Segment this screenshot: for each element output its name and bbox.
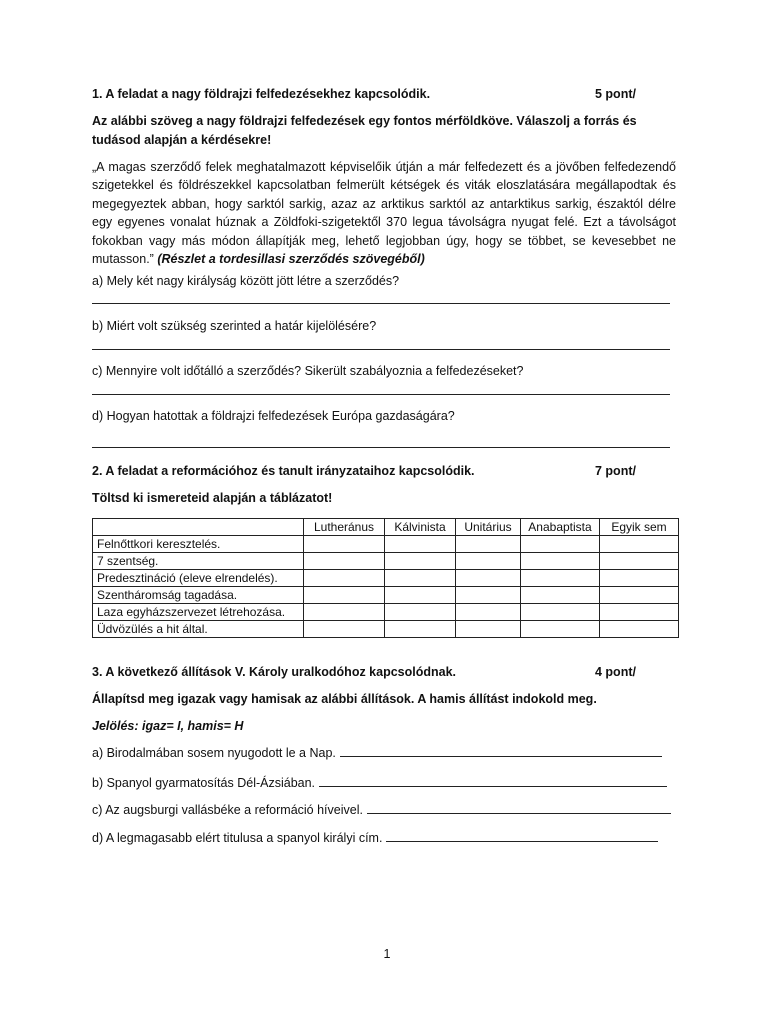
task1-heading [92, 87, 682, 101]
table-col-header: Kálvinista [385, 519, 456, 536]
statement-c [92, 803, 671, 817]
table-answer-cell[interactable] [456, 536, 521, 553]
table-answer-cell[interactable] [385, 553, 456, 570]
table-answer-cell[interactable] [521, 553, 600, 570]
table-answer-cell[interactable] [385, 587, 456, 604]
task1-question-c: c) Mennyire volt időtálló a szerződés? Sikerült szabályoznia a felfedezéseket? [92, 364, 524, 378]
task2-instruction: Töltsd ki ismereteid alapján a táblázatot! [92, 491, 333, 505]
table-row-label: Szentháromság tagadása. [93, 587, 304, 604]
table-row-label: 7 szentség. [93, 553, 304, 570]
statement-answer-line[interactable] [319, 776, 667, 787]
statement-a [92, 746, 662, 760]
table-answer-cell[interactable] [385, 536, 456, 553]
table-answer-cell[interactable] [385, 570, 456, 587]
table-answer-cell[interactable] [304, 536, 385, 553]
task2-points: 7 pont/ [595, 464, 636, 478]
table-row [93, 536, 679, 553]
task2-title: 2. A feladat a reformációhoz és tanult irányzataihoz kapcsolódik. [92, 464, 475, 478]
answer-line-a[interactable] [92, 303, 670, 304]
table-answer-cell[interactable] [456, 621, 521, 638]
table-answer-cell[interactable] [456, 553, 521, 570]
task3-legend: Jelölés: igaz= I, hamis= H [92, 719, 244, 733]
task3-points: 4 pont/ [595, 665, 636, 679]
table-answer-cell[interactable] [521, 621, 600, 638]
statement-d [92, 831, 658, 845]
statement-answer-line[interactable] [367, 803, 671, 814]
task1-question-a: a) Mely két nagy királyság között jött létre a szerződés? [92, 274, 400, 288]
answer-line-c[interactable] [92, 394, 670, 395]
table-row-label: Üdvözülés a hit által. [93, 621, 304, 638]
table-answer-cell[interactable] [304, 621, 385, 638]
task1-instruction: Az alábbi szöveg a nagy földrajzi felfedezések egy fontos mérföldköve. Válaszolj a forrás és tudásod alapján a kérdésekre! [92, 114, 637, 147]
answer-line-b[interactable] [92, 349, 670, 350]
statement-b [92, 776, 667, 790]
reformation-table [92, 518, 679, 638]
table-answer-cell[interactable] [385, 604, 456, 621]
table-row-label: Felnőttkori keresztelés. [93, 536, 304, 553]
table-row-label: Predesztináció (eleve elrendelés). [93, 570, 304, 587]
table-col-header: Egyik sem [600, 519, 679, 536]
task1-title: 1. A feladat a nagy földrajzi felfedezésekhez kapcsolódik. [92, 87, 431, 101]
table-answer-cell[interactable] [304, 553, 385, 570]
statement-text: a) Birodalmában sosem nyugodott le a Nap. [92, 746, 336, 760]
table-header-row [93, 519, 679, 536]
quote-text: „A magas szerződő felek meghatalmazott képviselőik útján a már felfedezett és a jövőben felfedezendő szigetekkel és földrészekkel kapcsolatban felmerült kétségek és viták eloszlatására megállapodtak és megegyeztek abban, hogy sarktól sarkig, azaz az arktikus sarktól az antarktikus sarkig, északtól délre egy egyenes vonalat húznak a Zöldfoki-szigetektől 370 legua távolságra nyugat felé. Ezt a távolságot fokokban vagy más módon állapítják meg, lehető legjobban úgy, hogy se többet, se kevesebbet ne mutasson.” [92, 160, 676, 267]
task1-question-b: b) Miért volt szükség szerinted a határ kijelölésére? [92, 319, 377, 333]
statement-answer-line[interactable] [386, 831, 658, 842]
table-answer-cell[interactable] [385, 621, 456, 638]
task2-heading [92, 464, 682, 478]
table-answer-cell[interactable] [600, 536, 679, 553]
answer-line-d[interactable] [92, 447, 670, 448]
table-answer-cell[interactable] [600, 570, 679, 587]
table-row [93, 604, 679, 621]
table-row [93, 553, 679, 570]
task3-instruction: Állapítsd meg igazak vagy hamisak az alábbi állítások. A hamis állítást indokold meg. [92, 692, 597, 706]
table-answer-cell[interactable] [600, 587, 679, 604]
table-answer-cell[interactable] [456, 604, 521, 621]
table-corner-cell [93, 519, 304, 536]
task3-title: 3. A következő állítások V. Károly uralkodóhoz kapcsolódnak. [92, 665, 457, 679]
table-answer-cell[interactable] [304, 604, 385, 621]
statement-text: b) Spanyol gyarmatosítás Dél-Ázsiában. [92, 776, 316, 790]
statement-text: d) A legmagasabb elért titulusa a spanyol királyi cím. [92, 831, 383, 845]
table-answer-cell[interactable] [521, 604, 600, 621]
table-answer-cell[interactable] [521, 536, 600, 553]
table-col-header: Anabaptista [521, 519, 600, 536]
quote-source: (Részlet a tordesillasi szerződés szövegéből) [157, 252, 425, 267]
task1-question-d: d) Hogyan hatottak a földrajzi felfedezések Európa gazdaságára? [92, 409, 455, 423]
task1-quote [92, 158, 676, 268]
table-answer-cell[interactable] [456, 570, 521, 587]
table-answer-cell[interactable] [304, 570, 385, 587]
table-row [93, 621, 679, 638]
table-row-label: Laza egyházszervezet létrehozása. [93, 604, 304, 621]
page-number: 1 [383, 947, 391, 961]
table-answer-cell[interactable] [600, 553, 679, 570]
table-answer-cell[interactable] [521, 570, 600, 587]
task1-points: 5 pont/ [595, 87, 636, 101]
table-answer-cell[interactable] [600, 604, 679, 621]
statement-text: c) Az augsburgi vallásbéke a reformáció híveivel. [92, 803, 363, 817]
table-row [93, 587, 679, 604]
table-row [93, 570, 679, 587]
table-answer-cell[interactable] [600, 621, 679, 638]
table-col-header: Lutheránus [304, 519, 385, 536]
table-answer-cell[interactable] [521, 587, 600, 604]
table-col-header: Unitárius [456, 519, 521, 536]
task3-heading [92, 665, 682, 679]
table-answer-cell[interactable] [304, 587, 385, 604]
table-answer-cell[interactable] [456, 587, 521, 604]
statement-answer-line[interactable] [340, 746, 662, 757]
